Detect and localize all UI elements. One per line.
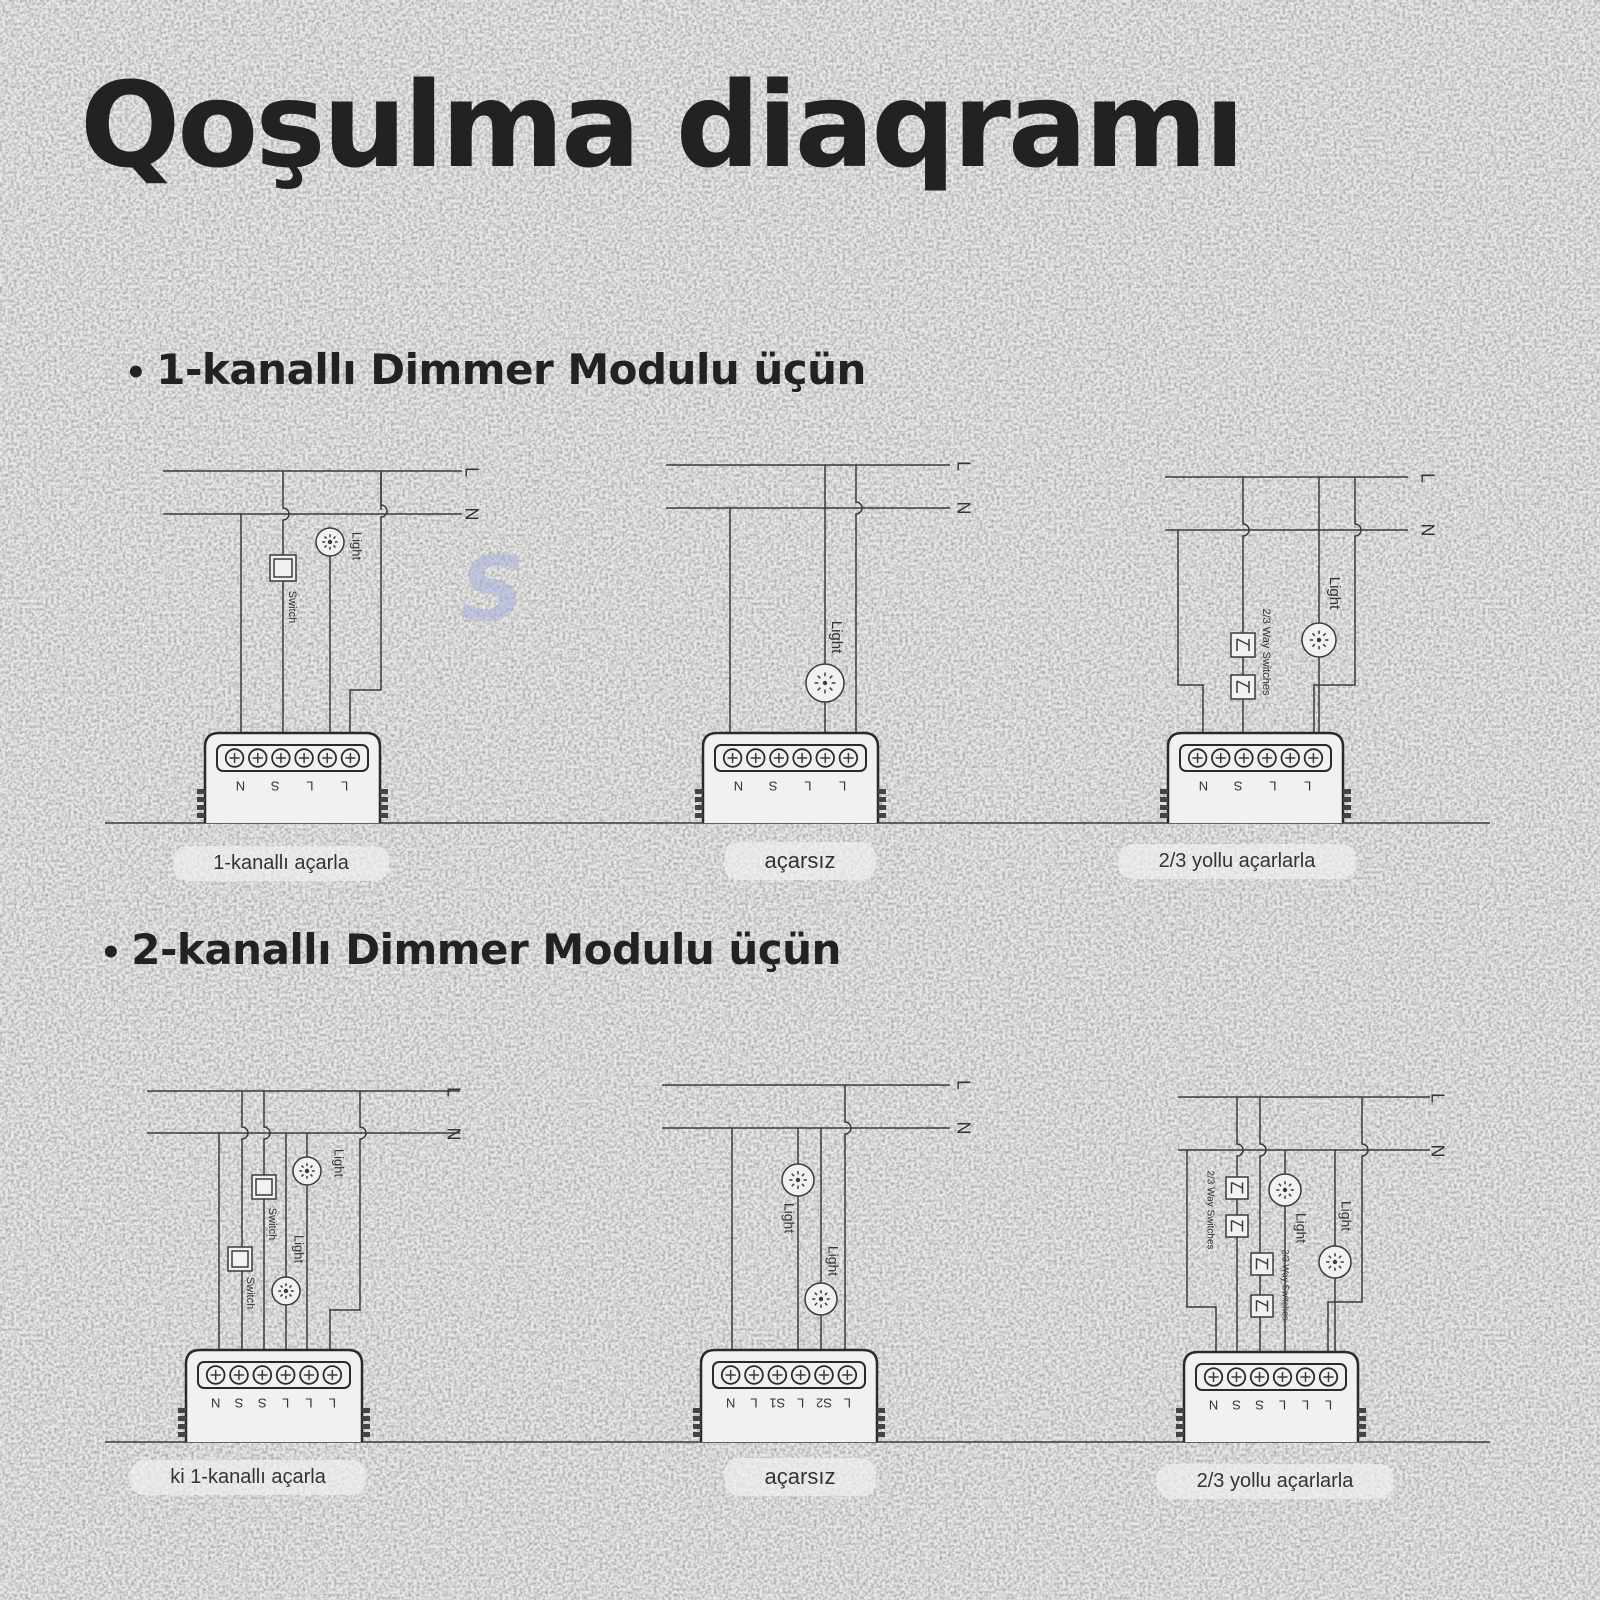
module-grip [362, 1432, 370, 1437]
dimmer-module [1160, 733, 1351, 823]
two-way-switch-icon [1226, 1177, 1248, 1199]
module-grip [695, 813, 703, 818]
two-way-switch-icon [1251, 1295, 1273, 1317]
module-grip [380, 797, 388, 802]
terminal-label: L [341, 778, 349, 794]
light-bulb-icon [316, 528, 344, 556]
neutral-line-label: N [1417, 523, 1438, 537]
module-grip [877, 1424, 885, 1429]
light-bulb-icon [328, 540, 332, 544]
watermark-logo: S [460, 537, 525, 642]
live-line-label: L [443, 1086, 464, 1098]
terminal-label: N [1208, 1397, 1219, 1413]
switch-label: Switch [266, 1207, 279, 1241]
light-label: Light [781, 1202, 798, 1234]
neutral-line-label: N [1427, 1144, 1448, 1158]
module-grip [1160, 797, 1168, 802]
terminal-label: S [270, 778, 280, 794]
light-bulb-icon [796, 1178, 800, 1182]
module-grip [878, 789, 886, 794]
module-grip [1160, 789, 1168, 794]
two-way-switch-icon [1226, 1215, 1248, 1237]
module-grip [695, 797, 703, 802]
module-grip [380, 789, 388, 794]
module-grip [197, 805, 205, 810]
caption-1ch-no-switch: açarsız [725, 842, 876, 880]
light-label: Light [291, 1234, 307, 1264]
switch-label: 2/3 Way Switches [1280, 1249, 1291, 1321]
dimmer-module [1176, 1352, 1366, 1442]
light-label: Light [1338, 1200, 1355, 1232]
terminal-label: L [282, 1395, 290, 1411]
dimmer-module [695, 733, 886, 823]
switch-icon [270, 555, 296, 581]
two-way-switch-icon [1231, 675, 1255, 699]
light-bulb-icon [1302, 623, 1336, 657]
module-grip [197, 797, 205, 802]
terminal-label: N [1198, 778, 1209, 794]
light-bulb-icon [1283, 1188, 1287, 1192]
terminal-label: L [797, 1395, 805, 1411]
diagram-2ch-with-switches [147, 1087, 463, 1442]
caption-2ch-no-switch: açarsız [725, 1458, 876, 1496]
module-grip [197, 813, 205, 818]
light-label: Light [828, 620, 846, 654]
light-bulb-icon [1317, 638, 1321, 642]
module-grip [1176, 1408, 1184, 1413]
neutral-line-label: N [443, 1127, 464, 1141]
wire [856, 465, 862, 733]
two-way-switch-icon [1251, 1253, 1273, 1275]
two-way-switch-icon [1251, 1295, 1273, 1317]
terminal-label: S [1233, 778, 1243, 794]
light-bulb-icon [819, 1297, 823, 1301]
light-label: Light [349, 531, 365, 561]
terminal-label: L [839, 778, 847, 794]
module-grip [877, 1408, 885, 1413]
module-grip [877, 1432, 885, 1437]
switch-label: 2/3 Way Switches [1204, 1170, 1216, 1250]
wire [350, 471, 387, 733]
module-grip [178, 1424, 186, 1429]
wire [242, 1091, 248, 1350]
live-line-label: L [953, 1079, 974, 1091]
terminal-label: L [1304, 778, 1312, 794]
switch-label: Switch [286, 590, 299, 624]
light-bulb-icon [305, 1169, 309, 1173]
neutral-line-label: N [461, 507, 482, 521]
two-way-switch-icon [1226, 1177, 1248, 1199]
terminal-label: L [804, 778, 812, 794]
light-bulb-icon [1269, 1174, 1301, 1206]
module-grip [878, 805, 886, 810]
terminal-label: L [750, 1395, 758, 1411]
module-grip [693, 1432, 701, 1437]
two-way-switch-icon [1231, 633, 1255, 657]
module-grip [1176, 1432, 1184, 1437]
module-grip [1160, 813, 1168, 818]
terminal-label: S [234, 1395, 244, 1411]
module-grip [197, 789, 205, 794]
diagram-2ch-2-3-way [1176, 1093, 1447, 1442]
module-grip [1343, 813, 1351, 818]
diagram-2ch-no-switch [662, 1080, 973, 1442]
light-label: Light [331, 1148, 347, 1178]
terminal-label: L [305, 1395, 313, 1411]
module-grip [1160, 805, 1168, 810]
module-grip [693, 1408, 701, 1413]
module-grip [1358, 1416, 1366, 1421]
module-grip [1358, 1432, 1366, 1437]
two-way-switch-icon [1231, 633, 1255, 657]
terminal-label: S2 [816, 1395, 832, 1411]
module-grip [362, 1408, 370, 1413]
light-bulb-icon [1333, 1260, 1337, 1264]
terminal-label: L [306, 778, 314, 794]
module-grip [1343, 805, 1351, 810]
light-label: Light [825, 1245, 842, 1277]
module-grip [1358, 1408, 1366, 1413]
caption-2ch-2-3-way: 2/3 yollu açarlarla [1157, 1464, 1394, 1499]
module-grip [178, 1416, 186, 1421]
terminal-label: N [235, 778, 246, 794]
module-grip [1176, 1416, 1184, 1421]
terminal-label: S [257, 1395, 267, 1411]
terminal-label: N [725, 1395, 736, 1411]
terminal-label: S [1255, 1397, 1264, 1413]
terminal-label: L [1269, 778, 1277, 794]
light-label: Light [1326, 576, 1344, 610]
caption-1ch-with-switch: 1-kanallı açarla [173, 846, 389, 881]
dimmer-module [178, 1350, 370, 1442]
terminal-label: N [210, 1395, 221, 1411]
terminal-label: S [1232, 1397, 1241, 1413]
terminal-label: L [1278, 1397, 1287, 1413]
neutral-line-label: N [953, 1121, 974, 1135]
section-heading-text: 1-kanallı Dimmer Modulu üçün [156, 345, 866, 394]
module-grip [1358, 1424, 1366, 1429]
diagram-1ch-with-switch [163, 467, 481, 823]
light-bulb-icon [782, 1164, 814, 1196]
module-grip [1343, 797, 1351, 802]
module-grip [878, 797, 886, 802]
bullet: • [100, 933, 122, 973]
module-grip [695, 789, 703, 794]
section-heading-text: 2-kanallı Dimmer Modulu üçün [131, 925, 841, 974]
light-bulb-icon [293, 1157, 321, 1185]
two-way-switch-icon [1226, 1215, 1248, 1237]
terminal-label: N [733, 778, 744, 794]
light-bulb-icon [272, 1277, 300, 1305]
light-bulb-icon [1319, 1246, 1351, 1278]
diagram-1ch-no-switch [666, 461, 973, 823]
dimmer-module [693, 1350, 885, 1442]
two-way-switch-icon [1251, 1253, 1273, 1275]
terminal-label: L [1324, 1397, 1333, 1413]
wire [1178, 530, 1203, 733]
terminal-label: L [1301, 1397, 1310, 1413]
switch-icon [252, 1175, 276, 1199]
light-bulb-icon [806, 664, 844, 702]
two-way-switch-icon [1231, 675, 1255, 699]
module-grip [178, 1408, 186, 1413]
light-bulb-icon [805, 1283, 837, 1315]
page-title: Qoşulma diaqramı [80, 56, 1242, 194]
module-grip [380, 805, 388, 810]
module-grip [380, 813, 388, 818]
wire [330, 1091, 366, 1350]
module-grip [878, 813, 886, 818]
live-line-label: L [1417, 472, 1438, 484]
module-grip [362, 1424, 370, 1429]
module-grip [362, 1416, 370, 1421]
live-line-label: L [953, 460, 974, 472]
switch-icon [228, 1247, 252, 1271]
module-grip [1343, 789, 1351, 794]
module-grip [877, 1416, 885, 1421]
live-line-label: L [461, 466, 482, 478]
bullet: • [125, 353, 147, 393]
module-grip [693, 1416, 701, 1421]
light-bulb-icon [823, 681, 827, 685]
neutral-line-label: N [953, 501, 974, 515]
diagram-1ch-2-3-way [1160, 473, 1437, 823]
module-grip [178, 1432, 186, 1437]
live-line-label: L [1427, 1092, 1448, 1104]
light-bulb-icon [284, 1289, 288, 1293]
switch-label: Switch [244, 1276, 257, 1310]
module-grip [693, 1424, 701, 1429]
module-grip [1176, 1424, 1184, 1429]
switch-label: 2/3 Way Switches [1260, 608, 1273, 696]
light-label: Light [1293, 1212, 1310, 1244]
dimmer-module [197, 733, 388, 823]
terminal-label: L [328, 1395, 336, 1411]
terminal-label: S1 [769, 1395, 786, 1411]
module-grip [695, 805, 703, 810]
caption-1ch-2-3-way: 2/3 yollu açarlarla [1119, 844, 1356, 879]
caption-2ch-with-switches: ki 1-kanallı açarla [130, 1460, 366, 1495]
terminal-label: S [768, 778, 778, 794]
wire [845, 1085, 851, 1350]
terminal-label: L [843, 1395, 851, 1411]
